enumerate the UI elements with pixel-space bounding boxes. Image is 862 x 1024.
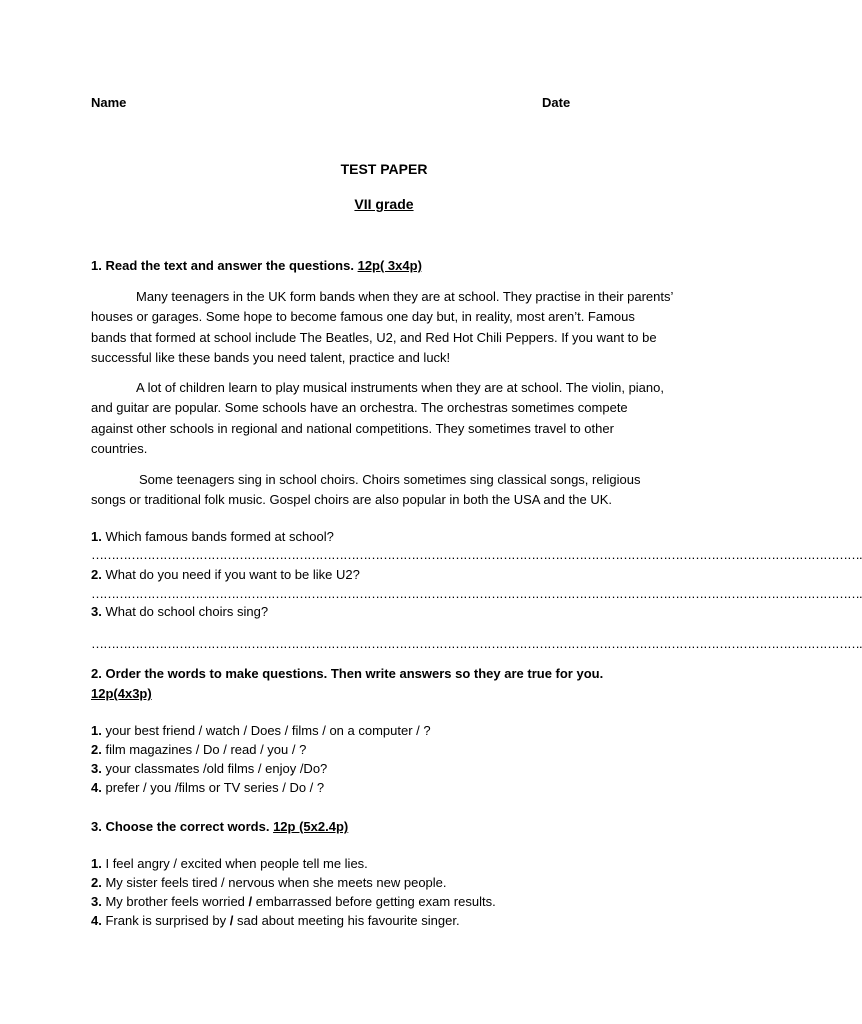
question-3-number: 3. <box>91 604 102 619</box>
exercise-2-number: 2. <box>91 666 102 681</box>
exercise-3-points: 12p (5x2.4p) <box>273 819 349 834</box>
choice-item-2 <box>91 875 447 890</box>
order-item-1-number: 1. <box>91 723 102 738</box>
choice-item-1-text: I feel angry / excited when people tell me lies. <box>105 856 368 871</box>
exercise-1-number: 1. <box>91 258 102 273</box>
choice-item-3-number: 3. <box>91 894 102 909</box>
choice-item-2-number: 2. <box>91 875 102 890</box>
choice-item-3-pre: My brother feels worried <box>105 894 245 909</box>
exercise-3-number: 3. <box>91 819 102 834</box>
order-item-4-text: prefer / you /films or TV series / Do / ? <box>105 780 325 795</box>
exercise-1-heading <box>91 258 422 273</box>
question-2 <box>91 567 360 582</box>
choice-item-4-pre: Frank is surprised by <box>105 913 227 928</box>
question-2-number: 2. <box>91 567 102 582</box>
question-3-text: What do school choirs sing? <box>105 604 269 619</box>
question-2-text: What do you need if you want to be like U2? <box>105 567 360 582</box>
question-3 <box>91 604 268 619</box>
exercise-3-heading <box>91 819 348 834</box>
name-label: Name <box>91 95 127 110</box>
reading-paragraph-3: Some teenagers sing in school choirs. Choirs sometimes sing classical songs, religious songs or traditional folk music. Gospel choirs are also popular in both the USA and the UK. <box>91 472 641 508</box>
answer-line-3[interactable]: …………………………………………………………………………………………………………………………………………………………………………. <box>91 636 862 651</box>
reading-paragraph-1: Many teenagers in the UK form bands when they are at school. They practise in their parents’ houses or garages. Some hope to become famous one day but, in reality, most aren’t. Famous bands that formed at school include The Beatles, U2, and Red Hot Chili Peppers. If you want to be successful like these bands you need talent, practice and luck! <box>91 289 673 365</box>
choice-item-1-number: 1. <box>91 856 102 871</box>
order-item-4-number: 4. <box>91 780 102 795</box>
choice-item-4-number: 4. <box>91 913 102 928</box>
choice-item-1 <box>91 856 368 871</box>
choice-item-3 <box>91 894 496 909</box>
order-item-3-number: 3. <box>91 761 102 776</box>
answer-line-1[interactable]: …………………………………………………………………………………………………………………………………………………………………………. <box>91 547 862 562</box>
order-item-1-text: your best friend / watch / Does / films / on a computer / ? <box>105 723 431 738</box>
date-label: Date <box>542 95 571 110</box>
order-item-2-number: 2. <box>91 742 102 757</box>
reading-paragraph-2: A lot of children learn to play musical instruments when they are at school. The violin, piano, and guitar are popular. Some schools have an orchestra. The orchestras sometimes compete against other schools in regional and national competitions. They sometimes travel to other countries. <box>91 380 664 456</box>
order-item-1 <box>91 723 431 738</box>
grade-title: VII grade <box>354 196 414 212</box>
choice-item-3-post: embarrassed before getting exam results. <box>255 894 496 909</box>
question-1-text: Which famous bands formed at school? <box>105 529 334 544</box>
choice-item-4-slash: / <box>229 913 234 928</box>
order-item-3-text: your classmates /old films / enjoy /Do? <box>105 761 328 776</box>
choice-item-3-slash: / <box>248 894 253 909</box>
page-title: TEST PAPER <box>340 161 428 177</box>
exercise-1-points: 12p( 3x4p) <box>357 258 422 273</box>
order-item-2-text: film magazines / Do / read / you / ? <box>105 742 307 757</box>
exercise-2-heading <box>91 666 603 681</box>
exercise-2-title: Order the words to make questions. Then write answers so they are true for you. <box>105 666 604 681</box>
answer-line-2[interactable]: …………………………………………………………………………………………………………………………………………………………………………. <box>91 586 862 601</box>
order-item-2 <box>91 742 306 757</box>
order-item-3 <box>91 761 327 776</box>
choice-item-4-post: sad about meeting his favourite singer. <box>237 913 460 928</box>
choice-item-4 <box>91 913 460 928</box>
choice-item-2-text: My sister feels tired / nervous when she meets new people. <box>105 875 447 890</box>
question-1-number: 1. <box>91 529 102 544</box>
exercise-1-title: Read the text and answer the questions. <box>105 258 354 273</box>
order-item-4 <box>91 780 324 795</box>
exercise-3-title: Choose the correct words. <box>105 819 270 834</box>
question-1 <box>91 529 334 544</box>
exercise-2-points: 12p(4x3p) <box>91 686 152 701</box>
